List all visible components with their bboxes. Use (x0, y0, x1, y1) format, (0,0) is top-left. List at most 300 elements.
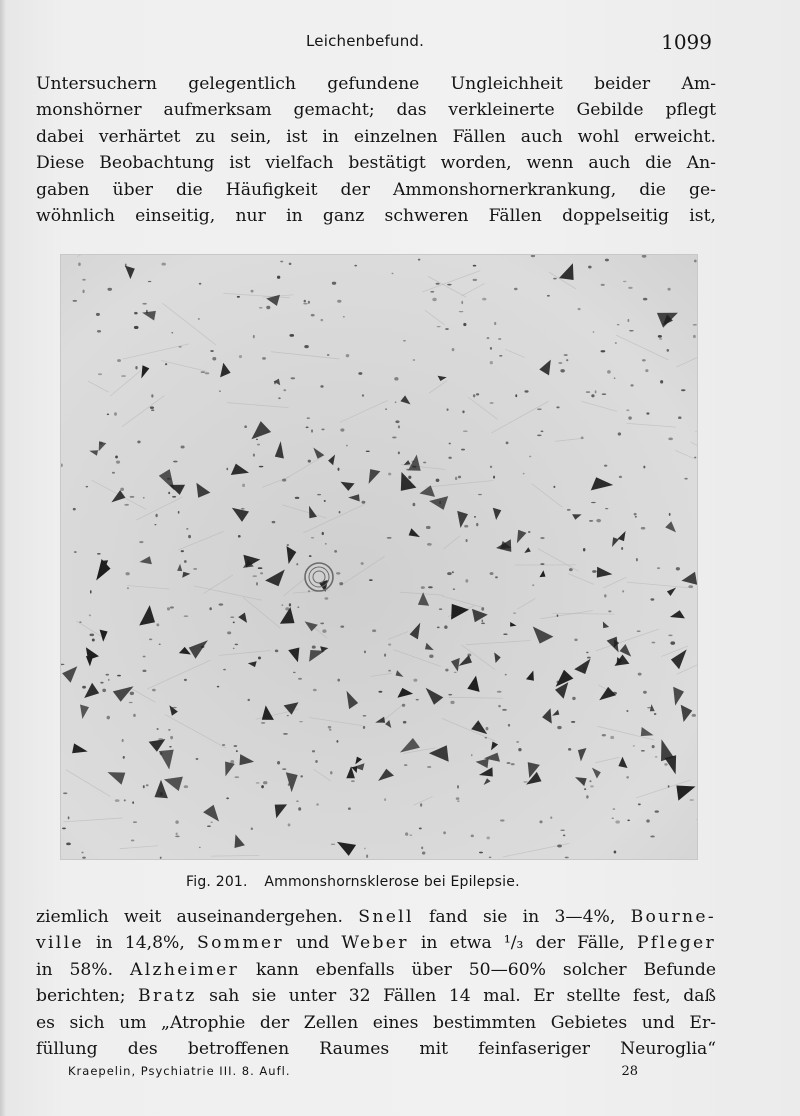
nucleus-speckle (413, 679, 417, 682)
cell-body (385, 720, 391, 728)
nucleus-speckle (565, 857, 569, 859)
nucleus-speckle (89, 614, 91, 616)
text-run: in etwa ¹/₃ der Fälle, (420, 933, 625, 954)
cell-body (401, 472, 417, 491)
nucleus-speckle (324, 500, 326, 502)
nucleus-speckle (422, 852, 425, 855)
nucleus-speckle (602, 734, 606, 736)
nucleus-speckle (463, 323, 466, 326)
nucleus-speckle (308, 460, 311, 463)
nucleus-speckle (340, 428, 344, 431)
nucleus-speckle (308, 301, 310, 304)
nucleus-speckle (643, 298, 647, 301)
cell-body (517, 530, 527, 544)
nucleus-speckle (586, 652, 588, 654)
nucleus-speckle (336, 572, 340, 574)
nucleus-speckle (465, 579, 468, 583)
nucleus-speckle (73, 300, 78, 302)
nucleus-speckle (641, 527, 646, 530)
page-edge-shadow (0, 0, 6, 1116)
nucleus-speckle (275, 650, 278, 653)
fiber-streak (303, 504, 365, 533)
fiber-streak (425, 310, 445, 325)
nucleus-speckle (61, 664, 64, 665)
nucleus-speckle (151, 394, 153, 397)
nucleus-speckle (148, 281, 152, 282)
nucleus-speckle (457, 785, 459, 788)
nucleus-speckle (581, 436, 584, 439)
nucleus-speckle (694, 260, 697, 263)
cell-body (484, 778, 491, 785)
fiber-streak (442, 596, 484, 608)
nucleus-speckle (97, 330, 101, 333)
nucleus-speckle (311, 314, 315, 317)
nucleus-speckle (388, 473, 391, 476)
nucleus-speckle (529, 456, 531, 458)
nucleus-speckle (444, 625, 447, 629)
nucleus-speckle (553, 278, 556, 280)
nucleus-speckle (455, 477, 457, 481)
cell-body (396, 670, 404, 677)
nucleus-speckle (142, 670, 146, 672)
cell-body (355, 757, 362, 765)
nucleus-speckle (233, 648, 235, 650)
nucleus-speckle (127, 587, 129, 589)
nucleus-speckle (184, 615, 189, 616)
nucleus-speckle (490, 466, 492, 468)
cell-body (251, 421, 271, 439)
nucleus-speckle (448, 457, 451, 459)
cell-body (203, 805, 219, 822)
text-line: wöhnlich einseitig, nur in ganz schweren Fällen doppelseitig ist, (36, 206, 716, 227)
nucleus-speckle (421, 586, 425, 589)
fiber-streak (127, 585, 169, 588)
nucleus-speckle (82, 279, 85, 281)
cell-body (375, 717, 385, 723)
cell-body (572, 514, 582, 520)
nucleus-speckle (564, 354, 568, 356)
cell-body (597, 567, 613, 578)
nucleus-speckle (106, 674, 109, 676)
fiber-streak (552, 613, 615, 614)
nucleus-speckle (626, 710, 628, 712)
nucleus-speckle (462, 410, 464, 413)
nucleus-speckle (461, 449, 465, 451)
nucleus-speckle (567, 509, 571, 511)
nucleus-speckle (637, 631, 641, 632)
text-run: ziemlich weit auseinandergehen. (36, 907, 344, 927)
nucleus-speckle (592, 570, 597, 573)
nucleus-speckle (540, 537, 544, 539)
nucleus-speckle (196, 758, 199, 760)
cell-body (240, 754, 255, 765)
nucleus-speckle (456, 797, 460, 800)
nucleus-speckle (258, 567, 263, 569)
nucleus-speckle (129, 702, 133, 703)
nucleus-speckle (331, 844, 335, 845)
nucleus-speckle (327, 354, 330, 356)
nucleus-speckle (515, 394, 517, 397)
cell-body (426, 688, 444, 705)
nucleus-speckle (169, 746, 172, 747)
nucleus-speckle (688, 585, 693, 588)
fiber-streak (603, 577, 626, 588)
nucleus-speckle (238, 535, 241, 538)
nucleus-speckle (514, 288, 518, 290)
nucleus-speckle (403, 340, 406, 341)
author-name: Snell (358, 907, 414, 927)
text-run: und (296, 933, 330, 954)
nucleus-speckle (447, 408, 449, 411)
nucleus-speckle (242, 484, 245, 487)
nucleus-speckle (287, 715, 289, 716)
nucleus-speckle (626, 776, 629, 778)
nucleus-speckle (315, 760, 318, 763)
nucleus-speckle (348, 807, 351, 810)
nucleus-speckle (322, 532, 324, 535)
cell-body (287, 546, 297, 564)
nucleus-speckle (277, 276, 280, 279)
nucleus-speckle (486, 836, 489, 839)
nucleus-speckle (601, 284, 605, 286)
text-line: füllung des betroffenen Raumes mit feinfaseriger Neuroglia“ (36, 1039, 716, 1060)
text-line (36, 983, 716, 1009)
nucleus-speckle (439, 608, 442, 609)
figure-caption-text: Ammonshornsklerose bei Epilepsie. (264, 874, 520, 890)
nucleus-speckle (343, 316, 345, 318)
nucleus-speckle (303, 303, 308, 305)
cell-body (459, 655, 473, 666)
cell-body (313, 448, 324, 459)
nucleus-speckle (82, 290, 84, 293)
nucleus-speckle (614, 377, 616, 379)
nucleus-speckle (627, 819, 630, 821)
nucleus-speckle (171, 332, 173, 333)
nucleus-speckle (188, 535, 191, 538)
nucleus-speckle (165, 363, 167, 365)
nucleus-speckle (295, 497, 300, 499)
cell-body (425, 643, 434, 650)
cell-body (670, 610, 685, 618)
cell-body (164, 777, 183, 791)
nucleus-speckle (155, 514, 157, 517)
nucleus-speckle (321, 429, 324, 431)
fiber-streak (425, 480, 493, 487)
nucleus-speckle (458, 476, 461, 479)
nucleus-speckle (490, 361, 493, 364)
nucleus-speckle (628, 319, 630, 322)
nucleus-speckle (628, 416, 632, 419)
nucleus-speckle (445, 669, 448, 672)
fiber-streak (627, 582, 693, 588)
nucleus-speckle (112, 472, 115, 474)
nucleus-speckle (259, 466, 264, 468)
nucleus-speckle (362, 501, 366, 504)
cell-body (309, 506, 317, 519)
fiber-streak (211, 855, 259, 856)
cell-body (141, 365, 149, 378)
fiber-streak (388, 631, 408, 639)
nucleus-speckle (212, 357, 216, 360)
page-footer (68, 1064, 638, 1084)
nucleus-speckle (490, 347, 492, 350)
nucleus-speckle (583, 548, 585, 551)
nucleus-speckle (288, 823, 291, 826)
nucleus-speckle (179, 346, 182, 347)
nucleus-speckle (615, 342, 617, 344)
fiber-streak (165, 714, 226, 748)
nucleus-speckle (684, 478, 687, 480)
cell-body (472, 609, 488, 622)
nucleus-speckle (591, 394, 594, 397)
nucleus-speckle (584, 788, 586, 790)
nucleus-speckle (437, 326, 441, 327)
nucleus-speckle (454, 672, 457, 673)
paragraph-top (36, 71, 716, 229)
nucleus-speckle (369, 579, 373, 581)
nucleus-speckle (337, 300, 341, 303)
nucleus-speckle (586, 795, 588, 798)
nucleus-speckle (450, 701, 454, 704)
nucleus-speckle (608, 610, 611, 612)
cell-body (574, 659, 590, 674)
fiber-streak (204, 575, 233, 593)
cell-body (231, 464, 249, 475)
fiber-streak (136, 497, 182, 520)
cell-body (575, 777, 587, 786)
nucleus-speckle (676, 567, 680, 570)
figure-label: Fig. 201. (186, 874, 248, 890)
nucleus-speckle (384, 654, 386, 657)
nucleus-speckle (107, 413, 109, 415)
nucleus-speckle (429, 654, 433, 657)
nucleus-speckle (311, 537, 314, 538)
nucleus-speckle (403, 721, 407, 724)
fiber-streak (429, 380, 448, 393)
nucleus-speckle (614, 851, 617, 854)
nucleus-speckle (142, 303, 146, 305)
nucleus-speckle (222, 744, 225, 746)
nucleus-speckle (226, 468, 228, 471)
nucleus-speckle (421, 847, 423, 850)
nucleus-speckle (210, 821, 212, 823)
nucleus-speckle (346, 445, 348, 447)
cell-body (526, 671, 534, 681)
nucleus-speckle (272, 521, 276, 523)
nucleus-speckle (658, 335, 662, 338)
nucleus-speckle (430, 291, 434, 293)
fiber-streak (161, 360, 207, 371)
nucleus-speckle (670, 641, 675, 644)
nucleus-speckle (154, 524, 156, 525)
nucleus-speckle (508, 724, 510, 727)
nucleus-speckle (102, 689, 106, 692)
cell-body (305, 621, 318, 631)
fiber-streak (309, 718, 363, 726)
nucleus-speckle (452, 348, 455, 351)
micrograph-image (61, 255, 697, 859)
nucleus-speckle (366, 854, 368, 857)
nucleus-speckle (296, 563, 298, 565)
nucleus-speckle (630, 384, 633, 386)
nucleus-speckle (463, 431, 468, 432)
nucleus-speckle (227, 631, 231, 634)
nucleus-speckle (621, 547, 623, 550)
nucleus-speckle (590, 785, 594, 787)
nucleus-speckle (503, 634, 507, 635)
nucleus-speckle (217, 686, 219, 688)
nucleus-speckle (236, 750, 238, 752)
nucleus-speckle (489, 857, 492, 858)
nucleus-speckle (363, 715, 367, 717)
nucleus-speckle (638, 803, 641, 805)
nucleus-speckle (593, 331, 595, 333)
nucleus-speckle (628, 287, 633, 289)
nucleus-speckle (471, 754, 473, 756)
fiber-streak (491, 401, 548, 433)
cell-body (232, 508, 249, 522)
nucleus-speckle (173, 461, 178, 463)
nucleus-speckle (137, 440, 140, 443)
fiber-streak (448, 697, 503, 698)
nucleus-speckle (404, 764, 407, 766)
cell-body (62, 666, 77, 683)
cell-body (139, 556, 152, 564)
nucleus-speckle (307, 417, 310, 418)
nucleus-speckle (108, 679, 110, 681)
cell-body (142, 311, 156, 321)
nucleus-speckle (453, 588, 455, 590)
nucleus-speckle (615, 820, 619, 823)
fiber-streak (227, 403, 288, 408)
cell-body (347, 691, 359, 709)
nucleus-speckle (364, 848, 366, 850)
nucleus-speckle (384, 798, 386, 801)
nucleus-speckle (588, 266, 592, 269)
nucleus-speckle (523, 473, 525, 475)
nucleus-speckle (432, 298, 436, 301)
fiber-streak (122, 396, 165, 427)
fiber-streak (595, 757, 619, 763)
nucleus-speckle (387, 537, 392, 539)
nucleus-speckle (448, 694, 452, 696)
cell-body (86, 656, 93, 666)
nucleus-speckle (461, 301, 463, 304)
fiber-streak (88, 381, 109, 392)
nucleus-speckle (175, 820, 178, 824)
nucleus-speckle (385, 408, 387, 409)
text-line: es sich um „Atrophie der Zellen eines bestimmten Gebietes und Er- (36, 1012, 716, 1033)
cell-body (196, 483, 210, 498)
nucleus-speckle (668, 437, 673, 440)
nucleus-speckle (283, 733, 288, 735)
fiber-streak (178, 531, 223, 550)
nucleus-speckle (541, 431, 544, 433)
author-name: Weber (341, 933, 409, 954)
nucleus-speckle (566, 359, 568, 361)
cell-body (592, 768, 601, 779)
nucleus-speckle (511, 763, 515, 765)
nucleus-speckle (135, 366, 137, 369)
nucleus-speckle (134, 312, 138, 315)
nucleus-speckle (133, 714, 136, 717)
nucleus-speckle (692, 714, 696, 717)
author-name: Pfleger (636, 933, 717, 954)
nucleus-speckle (277, 761, 280, 765)
nucleus-speckle (282, 768, 286, 770)
nucleus-speckle (655, 756, 657, 758)
nucleus-speckle (690, 799, 694, 800)
cell-body (96, 559, 110, 581)
nucleus-speckle (313, 689, 317, 692)
text-line: Untersuchern gelegentlich gefundene Ungleichheit beider Am- (36, 74, 716, 94)
nucleus-speckle (354, 265, 357, 267)
nucleus-speckle (199, 283, 202, 285)
nucleus-speckle (120, 488, 124, 491)
nucleus-speckle (497, 691, 502, 693)
nucleus-speckle (646, 412, 649, 414)
nucleus-speckle (622, 590, 624, 592)
nucleus-speckle (601, 350, 606, 352)
nucleus-speckle (408, 476, 411, 479)
fiber-streak (371, 673, 392, 676)
fiber-streak (462, 283, 485, 296)
nucleus-speckle (604, 594, 606, 597)
nucleus-speckle (130, 692, 134, 695)
cell-body (159, 750, 174, 770)
nucleus-speckle (481, 607, 484, 610)
cell-body (275, 441, 284, 458)
nucleus-speckle (636, 558, 638, 561)
nucleus-speckle (443, 831, 446, 834)
nucleus-speckle (157, 728, 159, 730)
nucleus-speckle (317, 494, 321, 495)
nucleus-speckle (516, 741, 519, 743)
nucleus-speckle (63, 792, 67, 794)
fiber-streak (532, 484, 563, 508)
nucleus-speckle (124, 504, 129, 506)
nucleus-speckle (418, 259, 420, 261)
cell-body (248, 661, 257, 667)
nucleus-speckle (132, 801, 134, 804)
cell-body (337, 842, 356, 856)
nucleus-speckle (257, 444, 260, 446)
nucleus-speckle (652, 642, 656, 644)
nucleus-speckle (329, 729, 332, 731)
fiber-streak (120, 846, 158, 849)
nucleus-speckle (209, 607, 212, 610)
nucleus-speckle (256, 582, 258, 585)
nucleus-speckle (293, 672, 296, 673)
cell-body (328, 455, 335, 466)
fiber-streak (63, 818, 122, 822)
nucleus-speckle (312, 645, 316, 648)
nucleus-speckle (168, 729, 170, 731)
nucleus-speckle (184, 560, 187, 563)
cell-body (400, 738, 420, 753)
author-name: Bourne- (630, 907, 717, 927)
nucleus-speckle (487, 337, 490, 339)
nucleus-speckle (560, 369, 564, 372)
cell-body (603, 622, 609, 629)
nucleus-speckle (168, 492, 170, 494)
nucleus-speckle (308, 590, 310, 592)
nucleus-speckle (556, 406, 559, 408)
fiber-streak (122, 344, 188, 359)
nucleus-speckle (81, 852, 83, 854)
nucleus-speckle (100, 682, 103, 684)
paragraph-bottom (36, 904, 716, 1062)
